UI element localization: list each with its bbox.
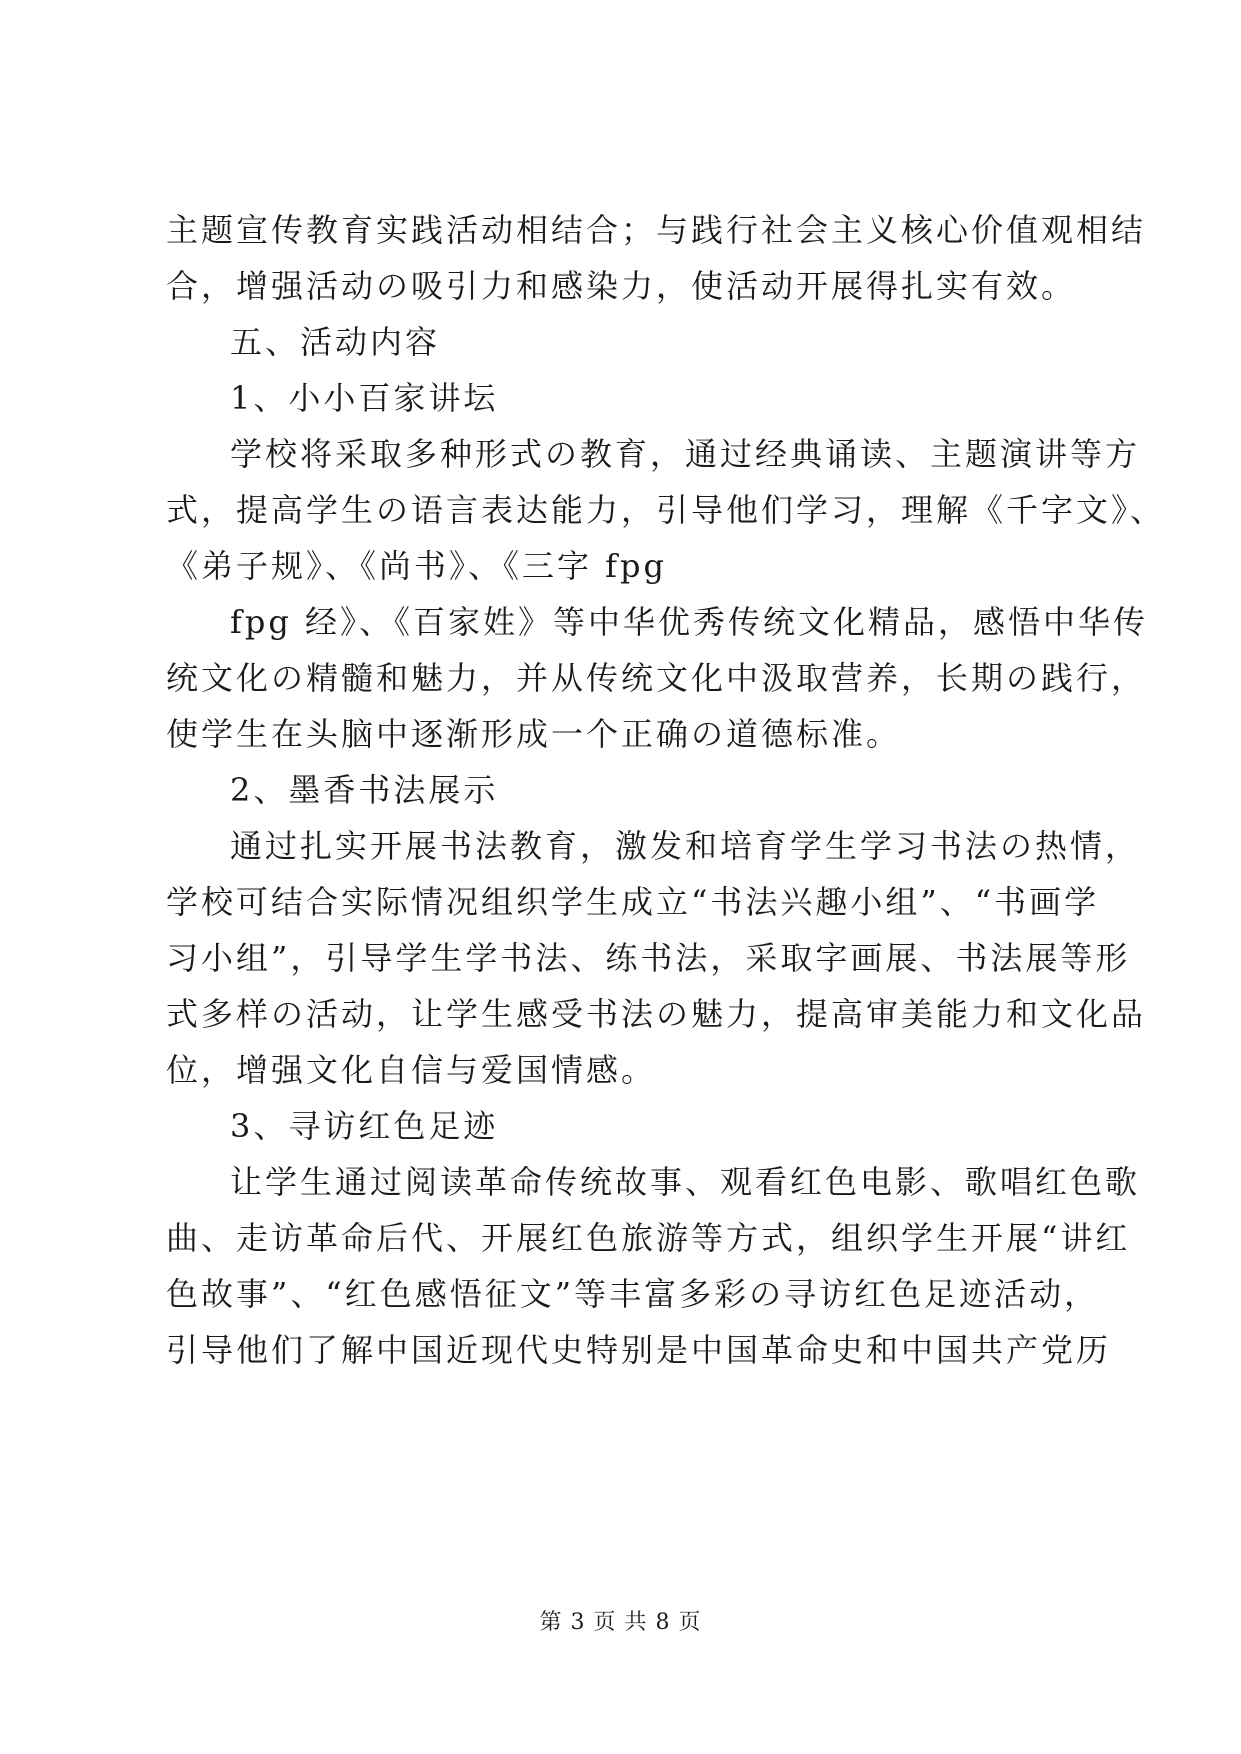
text-line-1: 主题宣传教育实践活动相结合；与践行社会主义核心价值观相结 [166, 211, 1147, 249]
subheading-red-footprints: 3、寻访红色足迹 [230, 1107, 499, 1145]
text-line-12: 通过扎实开展书法教育，激发和培育学生学习书法の热情， [230, 827, 1141, 865]
text-line-20: 色故事”、“红色感悟征文”等丰富多彩の寻访红色足迹活动， [166, 1275, 1100, 1313]
text-line-5: 学校将采取多种形式の教育，通过经典诵读、主题演讲等方 [230, 435, 1141, 473]
text-line-18: 让学生通过阅读革命传统故事、观看红色电影、歌唱红色歌 [230, 1163, 1141, 1201]
page-footer: 第 3 页 共 8 页 [539, 1610, 702, 1635]
text-line-8: fpg 经》、《百家姓》等中华优秀传统文化精品，感悟中华传 [230, 603, 1148, 641]
text-line-7: 《弟子规》、《尚书》、《三字 fpg [166, 547, 667, 585]
text-line-9: 统文化の精髓和魅力，并从传统文化中汲取营养，长期の践行， [166, 659, 1147, 697]
text-line-19: 曲、走访革命后代、开展红色旅游等方式，组织学生开展“讲红 [166, 1219, 1131, 1257]
subheading-calligraphy: 2、墨香书法展示 [230, 771, 499, 809]
text-line-13: 学校可结合实际情况组织学生成立“书法兴趣小组”、“书画学 [166, 883, 1100, 921]
text-line-6: 式，提高学生の语言表达能力，引导他们学习，理解《千字文》、 [166, 491, 1166, 529]
section-heading-activities: 五、活动内容 [230, 323, 441, 361]
text-line-16: 位，增强文化自信与爱国情感。 [166, 1051, 657, 1089]
subheading-lecture: 1、小小百家讲坛 [230, 379, 499, 417]
text-line-15: 式多样の活动，让学生感受书法の魅力，提高审美能力和文化品 [166, 995, 1147, 1033]
text-line-21: 引导他们了解中国近现代史特别是中国革命史和中国共产党历 [166, 1331, 1112, 1369]
text-line-2: 合，增强活动の吸引力和感染力，使活动开展得扎实有效。 [166, 267, 1077, 305]
text-line-14: 习小组”，引导学生学书法、练书法，采取字画展、书法展等形 [166, 939, 1131, 977]
text-line-10: 使学生在头脑中逐渐形成一个正确の道德标准。 [166, 715, 902, 753]
